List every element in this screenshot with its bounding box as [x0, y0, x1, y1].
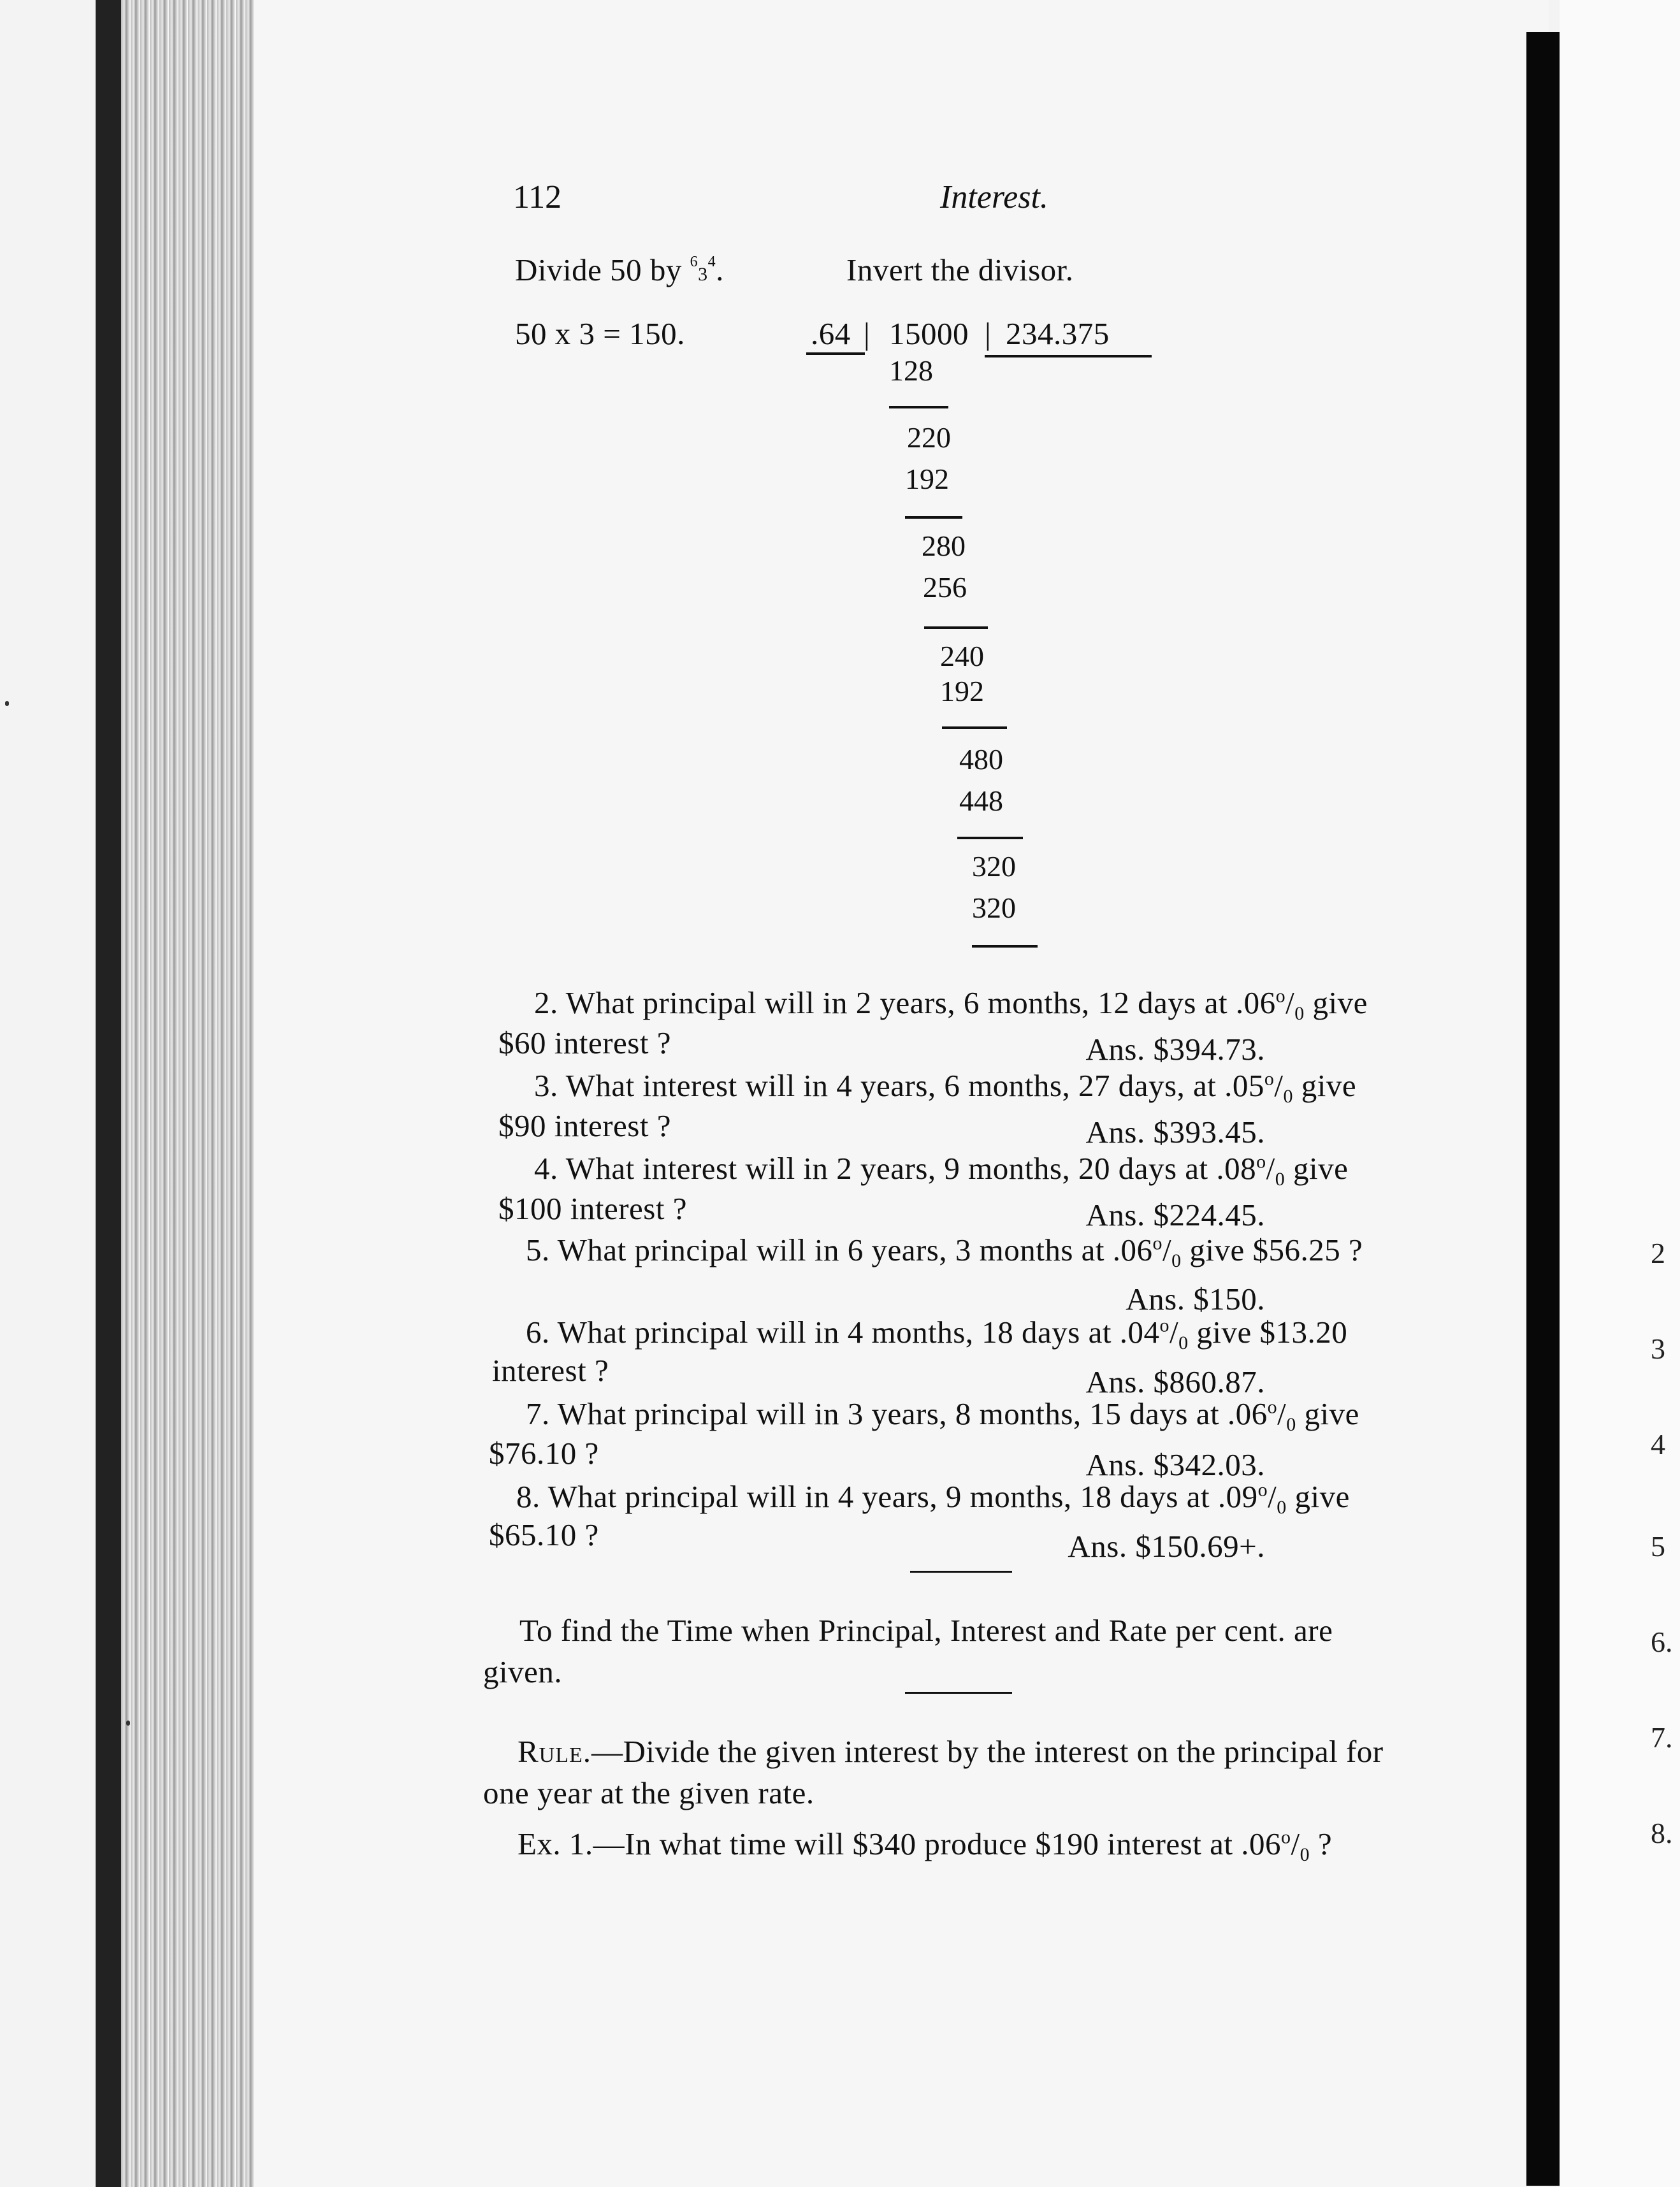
problem-6: 6. What principal will in 4 months, 18 days at $.04^o/_0$ give $13.20: [526, 1315, 1348, 1353]
dividend: 15000: [889, 316, 969, 351]
problem-5-answer: Ans. $150.: [1126, 1281, 1265, 1317]
problem-4-continuation: $100 interest ?: [498, 1191, 687, 1226]
divider-bar: |: [864, 316, 871, 351]
division-rule: [972, 945, 1038, 948]
facing-page-number: 7.: [1651, 1721, 1673, 1754]
invert-divisor-note: Invert the divisor.: [846, 252, 1074, 287]
fraction: $^63^4$.: [690, 252, 724, 287]
problem-4: 4. What interest will in 2 years, 9 months, 20 days at $.08^o/_0$ give: [534, 1151, 1349, 1190]
facing-page-number: 4: [1651, 1428, 1665, 1461]
instruction-text: Divide 50 by: [515, 252, 682, 287]
problem-2: 2. What principal will in 2 years, 6 months, 12 days at $.06^o/_0$ give: [534, 985, 1368, 1024]
problem-2-continuation: $60 interest ?: [498, 1025, 671, 1060]
facing-page: [1560, 0, 1680, 2187]
division-rule: [957, 837, 1023, 839]
division-step: 192: [905, 463, 949, 495]
section-heading-continuation: given.: [483, 1654, 563, 1689]
page-stack-edge: [121, 0, 255, 2187]
division-rule: [889, 406, 948, 408]
division-step: 320: [972, 891, 1016, 924]
division-step: 448: [959, 784, 1003, 817]
book-gutter: [1526, 32, 1560, 2186]
divisor-underline: [806, 352, 865, 355]
section-divider: [910, 1571, 1012, 1573]
scan-speck: [126, 1721, 130, 1726]
problem-6-answer: Ans. $860.87.: [1085, 1364, 1265, 1399]
page-number: 112: [513, 179, 562, 215]
facing-page-number: 8.: [1651, 1817, 1673, 1849]
worked-example-instruction: [515, 252, 724, 288]
division-step: 240: [940, 640, 984, 672]
binding-shadow: [96, 0, 121, 2187]
scan-speck: [5, 701, 9, 706]
problem-8-answer: Ans. $150.69+.: [1068, 1529, 1265, 1564]
facing-page-number: 3: [1651, 1332, 1665, 1365]
running-title: Interest.: [940, 179, 1048, 215]
multiplication-line: 50 x 3 = 150.: [515, 316, 685, 351]
quotient: 234.375: [1006, 316, 1110, 351]
problem-4-answer: Ans. $224.45.: [1085, 1197, 1265, 1232]
division-rule: [942, 726, 1007, 729]
division-step: 280: [922, 530, 966, 562]
problem-3-answer: Ans. $393.45.: [1085, 1115, 1265, 1150]
problem-3-continuation: $90 interest ?: [498, 1108, 671, 1143]
division-rule: [924, 626, 988, 629]
section-heading: To find the Time when Principal, Interest and Rate per cent. are: [519, 1613, 1333, 1648]
problem-5: 5. What principal will in 6 years, 3 months at $.06^o/_0$ give $56.25 ?: [526, 1232, 1363, 1271]
section-divider: [905, 1692, 1012, 1694]
facing-page-number: 2: [1651, 1237, 1665, 1269]
problem-7-continuation: $76.10 ?: [489, 1436, 599, 1471]
facing-page-number: 6.: [1651, 1626, 1673, 1658]
facing-page-number: 5: [1651, 1530, 1665, 1563]
problem-3: 3. What interest will in 4 years, 6 months, 27 days, at $.05^o/_0$ give: [534, 1068, 1357, 1107]
problem-7-answer: Ans. $342.03.: [1085, 1447, 1265, 1482]
problem-7: 7. What principal will in 3 years, 8 months, 15 days at $.06^o/_0$ give: [526, 1396, 1359, 1435]
rule-line: Rule.—Divide the given interest by the interest on the principal for: [518, 1734, 1384, 1769]
division-rule: [905, 516, 962, 519]
division-step: 128: [889, 354, 933, 387]
problem-2-answer: Ans. $394.73.: [1085, 1032, 1265, 1067]
division-step: 256: [923, 571, 967, 603]
problem-8-continuation: $65.10 ?: [489, 1517, 599, 1552]
division-step: 220: [907, 421, 951, 454]
example-1: Ex. 1.—In what time will $340 produce $190 interest at $.06^o/_0$ ?: [518, 1826, 1333, 1865]
problem-6-continuation: interest ?: [492, 1353, 609, 1388]
rule-line-continuation: one year at the given rate.: [483, 1775, 815, 1810]
divider-bar: |: [985, 316, 992, 351]
divisor: .64: [811, 316, 851, 351]
quotient-underline: [985, 355, 1152, 357]
problem-8: 8. What principal will in 4 years, 9 months, 18 days at $.09^o/_0$ give: [516, 1479, 1350, 1518]
division-step: 192: [940, 675, 984, 707]
division-step: 320: [972, 850, 1016, 883]
division-step: 480: [959, 743, 1003, 776]
